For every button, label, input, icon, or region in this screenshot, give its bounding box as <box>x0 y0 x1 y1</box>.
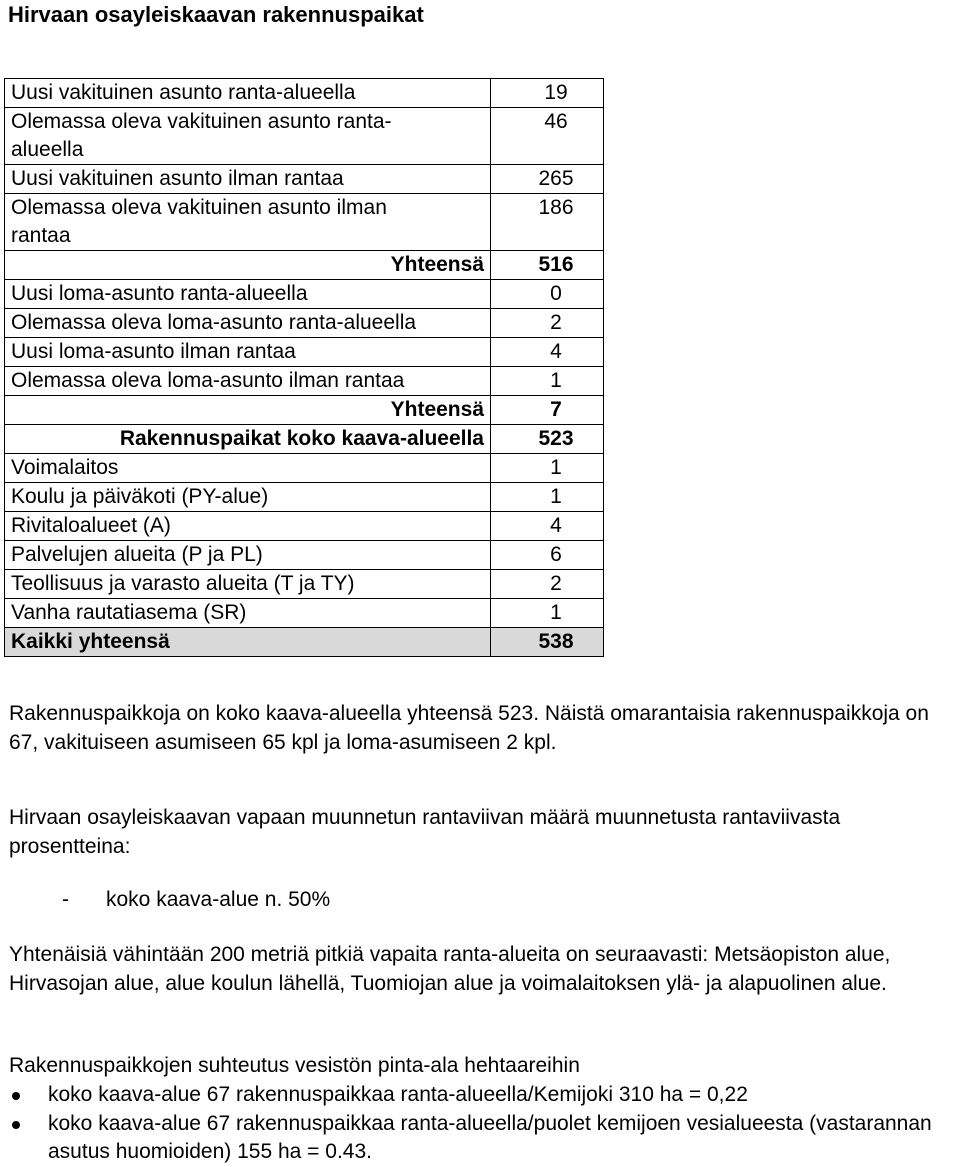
document-title: Hirvaan osayleiskaavan rakennuspaikat <box>8 2 424 27</box>
table-row <box>5 108 604 165</box>
row-value: 4 <box>491 512 604 541</box>
table-row <box>5 165 604 194</box>
row-value: 0 <box>491 280 604 309</box>
row-label: Kaikki yhteensä <box>5 628 491 657</box>
ratio-list-item <box>9 1081 954 1110</box>
bullet-icon <box>12 1121 20 1129</box>
row-label: Uusi vakituinen asunto ilman rantaa <box>5 165 491 194</box>
summary-paragraph: Rakennuspaikkoja on koko kaava-alueella yhteensä 523. Näistä omarantaisia rakennuspaikkoja on 67, vakituiseen asumiseen 65 kpl ja loma-asumiseen 2 kpl. <box>9 702 929 754</box>
row-value: 19 <box>491 79 604 108</box>
row-value: 1 <box>491 367 604 396</box>
row-label: Palvelujen alueita (P ja PL) <box>5 541 491 570</box>
ratio-list-text: koko kaava-alue 67 rakennuspaikkaa ranta-alueella/puolet kemijoen vesialueesta (vastarannan asutus huomioiden) 155 ha = 0.43. <box>48 1111 932 1163</box>
row-label: Rakennuspaikat koko kaava-alueella <box>5 425 491 454</box>
shoreline-list-text: koko kaava-alue n. 50% <box>106 888 331 911</box>
row-value: 7 <box>491 396 604 425</box>
ratio-list-item <box>9 1110 954 1167</box>
ratio-heading: Rakennuspaikkojen suhteutus vesistön pinta-ala hehtaareihin <box>9 1054 580 1077</box>
row-value: 186 <box>491 194 604 251</box>
shoreline-list-item <box>62 886 330 914</box>
row-label: Vanha rautatiasema (SR) <box>5 599 491 628</box>
row-label: Olemassa oleva loma-asunto ilman rantaa <box>5 367 491 396</box>
row-value: 523 <box>491 425 604 454</box>
table-row <box>5 483 604 512</box>
row-value: 516 <box>491 251 604 280</box>
row-label: Uusi loma-asunto ranta-alueella <box>5 280 491 309</box>
table-row <box>5 425 604 454</box>
table-row <box>5 454 604 483</box>
table-row <box>5 79 604 108</box>
building-sites-table <box>4 78 604 657</box>
row-label: Olemassa oleva vakituinen asunto ranta- alueella <box>5 108 491 165</box>
table-row <box>5 338 604 367</box>
row-value: 2 <box>491 570 604 599</box>
ratio-list <box>9 1081 954 1167</box>
table-row <box>5 599 604 628</box>
table-row <box>5 367 604 396</box>
table-row <box>5 280 604 309</box>
row-value: 1 <box>491 454 604 483</box>
table-body <box>5 79 604 657</box>
table-row <box>5 251 604 280</box>
ratio-list-text: koko kaava-alue 67 rakennuspaikkaa ranta-alueella/Kemijoki 310 ha = 0,22 <box>48 1083 748 1106</box>
free-shore-paragraph: Yhtenäisiä vähintään 200 metriä pitkiä vapaita ranta-alueita on seuraavasti: Metsäopiston alue, Hirvasojan alue, alue koulun lähellä, Tuomiojan alue ja voimalaitoksen ylä- ja alapuolinen alue. <box>9 943 891 995</box>
row-label: Rivitaloalueet (A) <box>5 512 491 541</box>
row-value: 2 <box>491 309 604 338</box>
table-row <box>5 194 604 251</box>
dash-marker: - <box>62 888 69 911</box>
row-value: 538 <box>491 628 604 657</box>
row-value: 46 <box>491 108 604 165</box>
table-row <box>5 512 604 541</box>
row-label: Voimalaitos <box>5 454 491 483</box>
row-label: Teollisuus ja varasto alueita (T ja TY) <box>5 570 491 599</box>
table-row <box>5 628 604 657</box>
table-row <box>5 541 604 570</box>
table-row <box>5 570 604 599</box>
row-label: Koulu ja päiväkoti (PY-alue) <box>5 483 491 512</box>
row-value: 1 <box>491 599 604 628</box>
row-value: 6 <box>491 541 604 570</box>
row-value: 1 <box>491 483 604 512</box>
row-label: Uusi vakituinen asunto ranta-alueella <box>5 79 491 108</box>
shoreline-paragraph: Hirvaan osayleiskaavan vapaan muunnetun rantaviivan määrä muunnetusta rantaviivasta prosentteina: <box>9 806 841 858</box>
bullet-icon <box>12 1092 20 1100</box>
row-value: 4 <box>491 338 604 367</box>
row-label: Uusi loma-asunto ilman rantaa <box>5 338 491 367</box>
row-label: Olemassa oleva vakituinen asunto ilman rantaa <box>5 194 491 251</box>
row-label: Olemassa oleva loma-asunto ranta-alueella <box>5 309 491 338</box>
row-label: Yhteensä <box>5 396 491 425</box>
row-value: 265 <box>491 165 604 194</box>
row-label: Yhteensä <box>5 251 491 280</box>
table-row <box>5 396 604 425</box>
table-row <box>5 309 604 338</box>
